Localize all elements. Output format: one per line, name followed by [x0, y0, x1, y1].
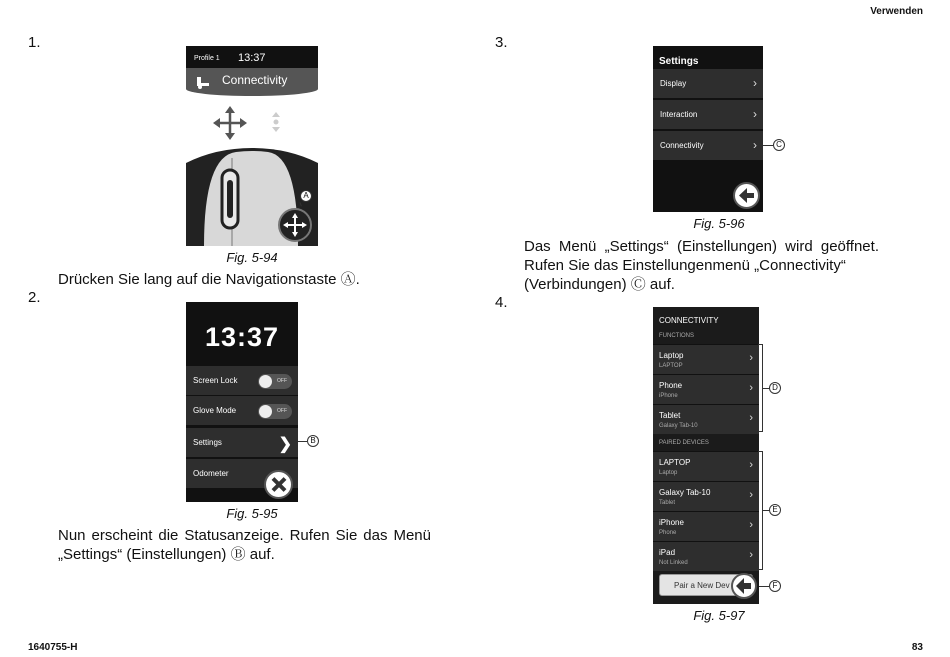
device-label: iPhone: [659, 518, 684, 527]
screen-lock-row[interactable]: [186, 365, 298, 395]
glove-mode-label: Glove Mode: [193, 406, 237, 415]
chevron-right-icon: ›: [753, 76, 757, 90]
pair-button-label: Pair a New Dev: [674, 581, 730, 590]
device-sublabel: Phone: [659, 530, 677, 536]
callout-f-leader: [759, 586, 769, 587]
device-label: LAPTOP: [659, 458, 691, 467]
connectivity-label: Connectivity: [660, 141, 704, 150]
chevron-right-icon: ❯: [278, 436, 292, 453]
chevron-right-icon: ›: [749, 352, 753, 364]
callout-f: F: [769, 580, 781, 592]
function-sublabel: iPhone: [659, 393, 678, 399]
function-sublabel: Galaxy Tab-10: [659, 423, 698, 429]
display-row[interactable]: [653, 68, 763, 98]
paired-row-ipad[interactable]: [653, 541, 759, 571]
chevron-right-icon: ›: [749, 549, 753, 561]
glove-mode-row[interactable]: [186, 395, 298, 425]
figure-5-97-screen: [653, 307, 759, 604]
paired-row-iphone[interactable]: [653, 511, 759, 541]
function-row-tablet[interactable]: [653, 404, 759, 434]
step-3-text-line-1: Das Menü „Settings“ (Einstellungen) wird geöffnet.: [524, 238, 879, 255]
back-button[interactable]: [731, 573, 757, 599]
functions-section-header: FUNCTIONS: [659, 333, 694, 339]
figure-5-97-caption: Fig. 5-97: [693, 608, 745, 623]
navigation-button[interactable]: [278, 208, 312, 242]
step-2-text-line-2: „Settings“ (Einstellungen) Ⓑ auf.: [58, 546, 275, 563]
interaction-label: Interaction: [660, 110, 698, 119]
paired-devices-section-header: PAIRED DEVICES: [659, 440, 709, 446]
chevron-right-icon: ›: [749, 459, 753, 471]
chevron-right-icon: ›: [753, 138, 757, 152]
function-label: Tablet: [659, 411, 681, 420]
connectivity-title: Connectivity: [222, 73, 288, 87]
figure-5-95-screen: [186, 302, 298, 502]
settings-row[interactable]: [186, 427, 298, 457]
screen-lock-toggle[interactable]: OFF: [258, 374, 292, 389]
nav-arrows-icon: [280, 210, 310, 240]
odometer-label: Odometer: [193, 469, 229, 478]
status-time: 13:37: [204, 322, 280, 352]
back-button[interactable]: [733, 182, 760, 209]
chevron-right-icon: ›: [749, 382, 753, 394]
callout-a: A: [300, 190, 312, 202]
device-sublabel: Laptop: [659, 470, 678, 476]
step-2-text-line-1: Nun erscheint die Statusanzeige. Rufen Sie das Menü: [58, 527, 431, 544]
settings-title: Settings: [659, 56, 699, 67]
move-arrows-icon: [213, 106, 247, 140]
document-id: 1640755-H: [28, 642, 78, 653]
section-header: Verwenden: [870, 6, 923, 17]
function-row-phone[interactable]: [653, 374, 759, 404]
step-1-text: Drücken Sie lang auf die Navigationstaste Ⓐ.: [58, 271, 360, 288]
connectivity-row[interactable]: [653, 130, 763, 160]
step-number-4: 4.: [495, 294, 508, 311]
connectivity-screen-title: CONNECTIVITY: [659, 316, 719, 325]
function-sublabel: LAPTOP: [659, 363, 683, 369]
step-3-text-line-3: (Verbindungen) Ⓒ auf.: [524, 276, 675, 293]
callout-b: B: [307, 435, 319, 447]
function-row-laptop[interactable]: [653, 344, 759, 374]
figure-5-96-caption: Fig. 5-96: [693, 216, 745, 231]
up-down-dots-icon: [272, 112, 280, 132]
callout-b-leader: [298, 441, 307, 442]
step-number-1: 1.: [28, 34, 41, 51]
device-label: iPad: [659, 548, 676, 557]
back-arrow-icon: [733, 575, 755, 597]
page-number: 83: [911, 642, 923, 653]
chevron-right-icon: ›: [749, 519, 753, 531]
wheelchair-icon: [195, 75, 213, 89]
paired-row-laptop[interactable]: [653, 451, 759, 481]
function-label: Phone: [659, 381, 683, 390]
clock-time: 13:37: [238, 52, 266, 64]
figure-5-94-caption: Fig. 5-94: [226, 250, 278, 265]
step-number-3: 3.: [495, 34, 508, 51]
callout-e: E: [769, 504, 781, 516]
close-button[interactable]: [264, 470, 293, 499]
function-label: Laptop: [659, 351, 684, 360]
device-label: Galaxy Tab-10: [659, 488, 711, 497]
chevron-right-icon: ›: [749, 412, 753, 424]
chevron-right-icon: ›: [753, 107, 757, 121]
callout-d: D: [769, 382, 781, 394]
device-sublabel: Not Linked: [659, 560, 688, 566]
callout-c-leader: [763, 145, 773, 146]
figure-5-96-screen: [653, 46, 763, 212]
display-label: Display: [660, 79, 687, 88]
settings-label: Settings: [193, 438, 222, 447]
figure-5-95-caption: Fig. 5-95: [226, 506, 278, 521]
profile-label: Profile 1: [194, 55, 220, 62]
interaction-row[interactable]: [653, 99, 763, 129]
glove-mode-toggle[interactable]: OFF: [258, 404, 292, 419]
step-number-2: 2.: [28, 289, 41, 306]
figure-5-94-screen: [186, 46, 318, 246]
step-3-text-line-2: Rufen Sie das Einstellungenmenü „Connectivity“: [524, 257, 846, 274]
back-arrow-icon: [735, 184, 758, 207]
device-sublabel: Tablet: [659, 500, 676, 506]
callout-c: C: [773, 139, 785, 151]
paired-row-galaxy-tab[interactable]: [653, 481, 759, 511]
chevron-right-icon: ›: [749, 489, 753, 501]
screen-lock-label: Screen Lock: [193, 376, 238, 385]
